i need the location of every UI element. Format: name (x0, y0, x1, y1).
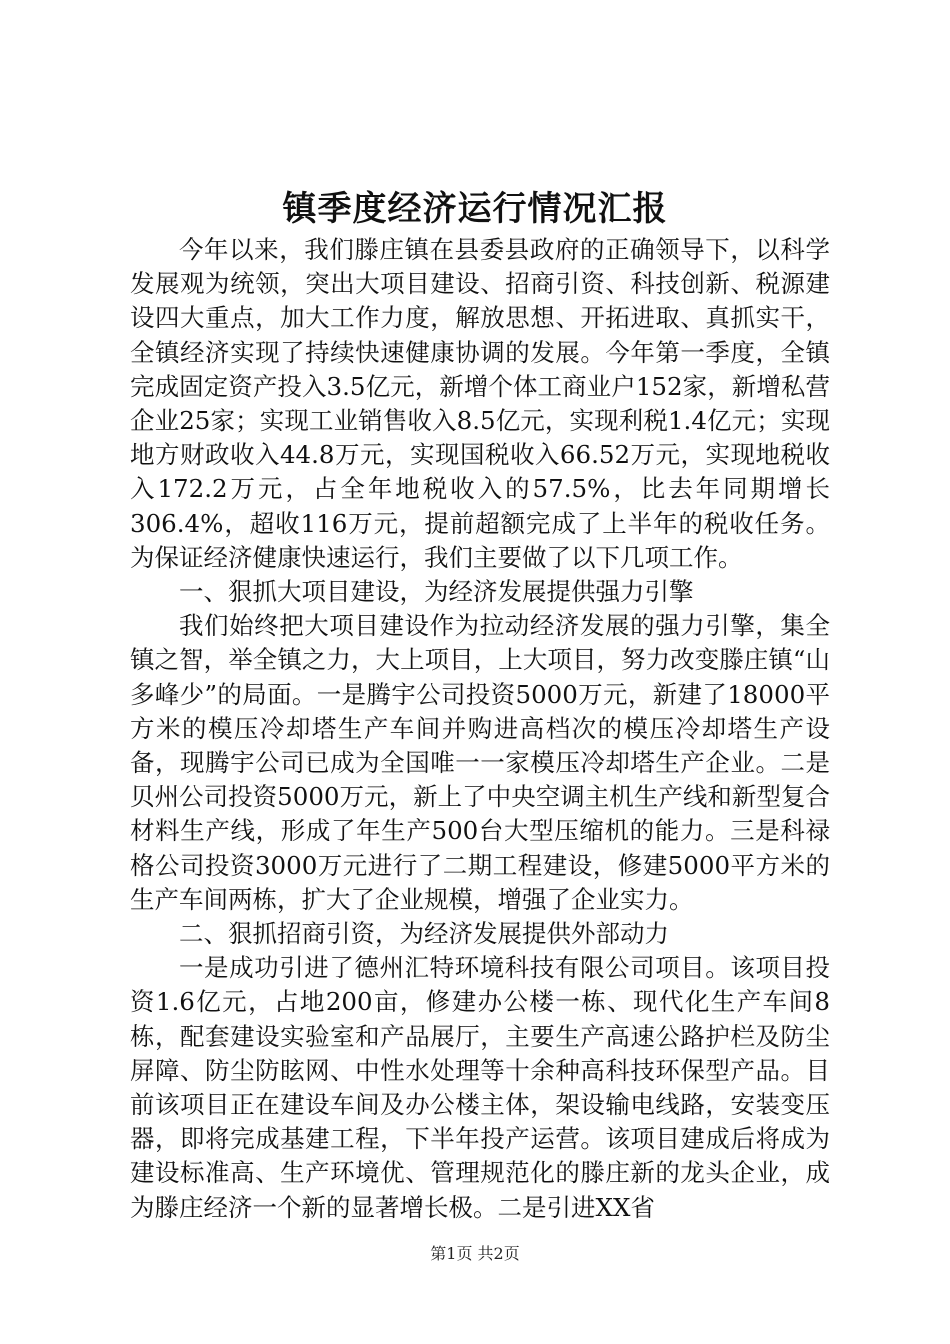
document-body (130, 233, 830, 1225)
section-heading-1: 一、狠抓大项目建设，为经济发展提供强力引擎 (179, 577, 694, 607)
section-1-paragraph: 我们始终把大项目建设作为拉动经济发展的强力引擎，集全镇之智，举全镇之力，大上项目，上大项目，努力改变滕庄镇“山多峰少”的局面。一是腾宇公司投资5000万元，新建了18000平方米的模压冷却塔生产车间并购进高档次的模压冷却塔生产设备，现腾宇公司已成为全国唯一一家模压冷却塔生产企业。二是贝州公司投资5000万元，新上了中央空调主机生产线和新型复合材料生产线，形成了年生产500台大型压缩机的能力。三是科禄格公司投资3000万元进行了二期工程建设，修建5000平方米的生产车间两栋，扩大了企业规模，增强了企业实力。 (130, 611, 830, 914)
section-2-paragraph: 一是成功引进了德州汇特环境科技有限公司项目。该项目投资1.6亿元，占地200亩，修建办公楼一栋、现代化生产车间8栋，配套建设实验室和产品展厅，主要生产高速公路护栏及防尘屏障、防尘防眩网、中性水处理等十余种高科技环保型产品。目前该项目正在建设车间及办公楼主体，架设输电线路，安装变压器，即将完成基建工程，下半年投产运营。该项目建成后将成为建设标准高、生产环境优、管理规范化的滕庄新的龙头企业，成为滕庄经济一个新的显著增长极。二是引进XX省 (130, 953, 830, 1222)
intro-paragraph: 今年以来，我们滕庄镇在县委县政府的正确领导下，以科学发展观为统领，突出大项目建设、招商引资、科技创新、税源建设四大重点，加大工作力度，解放思想、开拓进取、真抓实干，全镇经济实现了持续快速健康协调的发展。今年第一季度，全镇完成固定资产投入3.5亿元，新增个体工商业户152家，新增私营企业25家；实现工业销售收入8.5亿元，实现利税1.4亿元；实现地方财政收入44.8万元，实现国税收入66.52万元，实现地税收入172.2万元，占全年地税收入的57.5%，比去年同期增长306.4%，超收116万元，提前超额完成了上半年的税收任务。为保证经济健康快速运行，我们主要做了以下几项工作。 (130, 235, 830, 572)
page-footer: 第1页 共2页 (430, 1244, 520, 1263)
document-title: 镇季度经济运行情况汇报 (282, 189, 668, 229)
section-heading-2: 二、狠抓招商引资，为经济发展提供外部动力 (179, 919, 669, 949)
